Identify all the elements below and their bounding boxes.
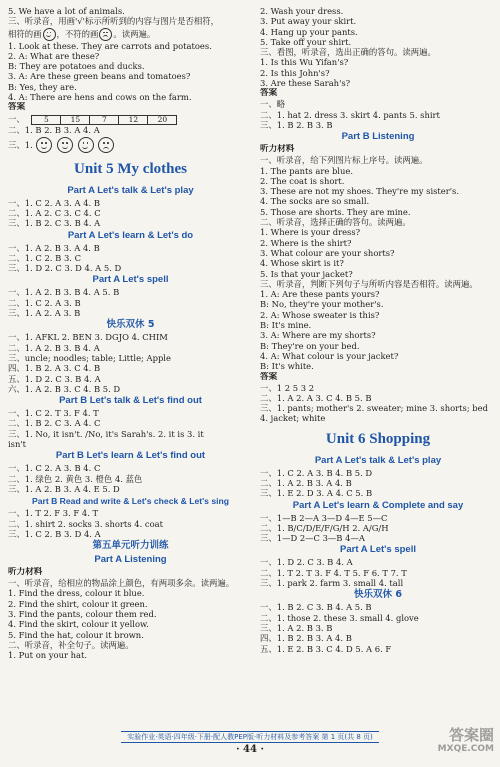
smile-face-icon bbox=[43, 28, 56, 41]
text-line: 3. Put away your skirt. bbox=[260, 16, 357, 27]
text-line: 三、听录音，用画'√'标示所听到的内容与图片是否相符， bbox=[8, 16, 219, 27]
text-line: 2. Wash your dress. bbox=[260, 6, 344, 16]
table-cell: 12 bbox=[119, 115, 148, 124]
text-line: 3. Are these Sarah's? bbox=[260, 78, 351, 89]
answer-line: 六、1. A 2. B 3. C 4. B 5. D bbox=[8, 383, 121, 394]
listening-material-label: 听力材料 bbox=[8, 567, 43, 578]
answer-line: 三、1. pants; mother's 2. sweater; mine 3. shorts; bed bbox=[260, 403, 488, 414]
listening-line: B: They're on your bed. bbox=[260, 340, 360, 351]
listening-line: 二、听录音，选择正确的答句。读两遍。 bbox=[260, 217, 411, 228]
right-column bbox=[260, 6, 496, 654]
answer-line: 三、1. park 2. farm 3. small 4. tall bbox=[260, 578, 404, 589]
text-line: 1. Is this Wu Yifan's? bbox=[260, 57, 349, 68]
answer-line: 三、1. No, it isn't. /No, it's Sarah's. 2. it is 3. it bbox=[8, 428, 204, 439]
answer-line: 一、1. B 2. C 3. B 4. A 5. B bbox=[260, 602, 372, 613]
unit-5-title: Unit 5 My clothes bbox=[74, 160, 187, 177]
smile-face-icon bbox=[78, 137, 94, 153]
listening-line: 2. Where is the shirt? bbox=[260, 237, 352, 248]
text-line: 5. We have a lot of animals. bbox=[8, 6, 125, 16]
answer-line: 4. jacket; white bbox=[260, 413, 326, 424]
footer-text: 实验作业·英语·四年级·下册·配人教PEP版·听力材料及参考答案 第 1 页(共 8 页) bbox=[121, 731, 379, 743]
table-cell: 7 bbox=[90, 115, 119, 124]
text-line: 2. A: What are these? bbox=[8, 50, 100, 61]
section-header: Part A Listening bbox=[94, 554, 167, 566]
answer-line: 一、1. C 2. A 3. B 4. C bbox=[8, 463, 101, 474]
section-header: Part A Let's learn & Complete and say bbox=[292, 499, 464, 511]
listening-material-label: 听力材料 bbox=[260, 144, 295, 155]
listening-line: 2. A: Whose sweater is this? bbox=[260, 309, 380, 320]
listening-line: 5. Is that your jacket? bbox=[260, 268, 353, 279]
section-header: 快乐双休 5 bbox=[106, 319, 155, 331]
text-line: 4. A: There are hens and cows on the farm. bbox=[8, 92, 192, 103]
listening-line: 3. What colour are your shorts? bbox=[260, 247, 395, 258]
section-header: Part A Let's learn & Let's do bbox=[67, 229, 194, 241]
text-line: B: They are potatoes and ducks. bbox=[8, 61, 145, 72]
listening-line: 2. The coat is short. bbox=[260, 175, 345, 186]
answer-line: isn't bbox=[8, 439, 27, 450]
unit-6-title: Unit 6 Shopping bbox=[325, 430, 431, 447]
watermark-logo bbox=[434, 726, 494, 762]
smile-face-icon bbox=[36, 137, 52, 153]
listening-line: B: No, they're your mother's. bbox=[260, 299, 384, 310]
watermark-url: MXQE.COM bbox=[437, 744, 494, 754]
answer-line: 一、1—B 2—A 3—D 4—E 5—C bbox=[260, 512, 388, 523]
answer-line: 二、1. shirt 2. socks 3. shorts 4. coat bbox=[8, 518, 163, 529]
section-header: Part A Let's talk & Let's play bbox=[314, 454, 442, 466]
answer-line: 二、1. hat 2. dress 3. skirt 4. pants 5. shirt bbox=[260, 109, 440, 120]
answer-line: 一、1. D 2. C 3. B 4. A bbox=[260, 557, 353, 568]
answer-line: 三、1. D 2. C 3. D 4. A 5. D bbox=[8, 263, 122, 274]
answer-line: 二、1. T 2. T 3. F 4. T 5. F 6. T 7. T bbox=[260, 567, 407, 578]
table-cell: 20 bbox=[148, 115, 177, 124]
listening-line: 二、听录音，补全句子。读两遍。 bbox=[8, 639, 134, 650]
listening-line: 5. Find the hat, colour it brown. bbox=[8, 629, 144, 640]
answer-line: 一、1. A 2. B 3. A 4. B bbox=[8, 242, 100, 253]
listening-line: 1. Where is your dress? bbox=[260, 227, 361, 238]
answer-line: 三、1. A 2. B 3. B bbox=[260, 622, 333, 633]
text-line: 二、1. B 2. B 3. A 4. A bbox=[8, 125, 100, 136]
text-line: 3. A: Are these green beans and tomatoes? bbox=[8, 71, 191, 82]
answer-line: 二、1. C 2. B 3. C bbox=[8, 252, 82, 263]
text-line: 2. Is this John's? bbox=[260, 67, 330, 78]
text-line: 1. Look at these. They are carrots and potatoes. bbox=[8, 40, 212, 51]
answer-line: 一、1. A 2. B 3. B 4. A 5. B bbox=[8, 287, 120, 298]
answers-label: 答案 bbox=[260, 371, 278, 382]
text-line: 三、看图，听录音，选出正确的答句。读两遍。 bbox=[260, 47, 436, 58]
answer-line: 一、1. C 2. A 3. A 4. B bbox=[8, 197, 101, 208]
answer-line: 四、1. B 2. A 3. C 4. B bbox=[8, 363, 101, 374]
answer-line: 二、1. A 2. C 3. C 4. C bbox=[8, 207, 101, 218]
listening-line: B: It's white. bbox=[260, 361, 314, 372]
listening-line: 1. Put on your hat. bbox=[8, 650, 88, 661]
section-header: Part B Let's talk & Let's find out bbox=[59, 395, 202, 407]
answer-line: 三、1—D 2—C 3—B 4—A bbox=[260, 533, 365, 544]
listening-line: 3. Find the pants, colour them red. bbox=[8, 608, 157, 619]
watermark-text: 答案圈 bbox=[448, 726, 494, 744]
listening-line: 4. Whose skirt is it? bbox=[260, 258, 344, 269]
answer-line: 三、1. B 2. C 3. B 4. A bbox=[8, 218, 101, 229]
answer-line: 二、1. 绿色 2. 黄色 3. 橙色 4. 蓝色 bbox=[8, 473, 143, 484]
page-number: · 44 · bbox=[236, 744, 264, 755]
faces-answer-row: 三、1. bbox=[8, 136, 253, 154]
listening-line: 1. A: Are these pants yours? bbox=[260, 289, 380, 300]
answer-line: 二、1. B 2. C 3. A 4. C bbox=[8, 418, 101, 429]
listening-line: 4. Find the skirt, colour it yellow. bbox=[8, 619, 149, 630]
table-cell: 5 bbox=[32, 115, 61, 124]
listening-line: 一、听录音，给下列图片标上序号。读两遍。 bbox=[260, 155, 428, 166]
listening-line: 5. Those are shorts. They are mine. bbox=[260, 206, 411, 217]
text-line: B: Yes, they are. bbox=[8, 81, 77, 92]
sad-face-icon bbox=[98, 137, 114, 153]
answer-line: 一、1. C 2. T 3. F 4. T bbox=[8, 408, 99, 419]
section-header: Part B Read and write & Let's check & Let's sing bbox=[31, 496, 230, 507]
listening-line: 4. A: What colour is your jacket? bbox=[260, 350, 399, 361]
listening-line: 3. These are not my shoes. They're my sister's. bbox=[260, 186, 460, 197]
answer-line: 三、1. E 2. D 3. A 4. C 5. B bbox=[260, 488, 373, 499]
answer-line: 五、1. E 2. B 3. C 4. D 5. A 6. F bbox=[260, 643, 392, 654]
smile-face-icon bbox=[57, 137, 73, 153]
listening-line: 一、听录音，给相应的物品涂上颜色，有两项多余。读两遍。 bbox=[8, 578, 235, 589]
page-footer bbox=[0, 731, 500, 743]
section-header: 快乐双休 6 bbox=[354, 589, 402, 601]
answers-label: 答案 bbox=[260, 88, 278, 99]
answer-line: 一、略 bbox=[260, 99, 286, 110]
text-line: 5. Take off your shirt. bbox=[260, 36, 352, 47]
listening-line: 4. The socks are so small. bbox=[260, 196, 370, 207]
answer-line: 一、1 2 5 3 2 bbox=[260, 382, 315, 393]
answer-line: 二、1. A 2. B 3. A 4. B bbox=[260, 477, 352, 488]
answer-line: 一、1. AFKL 2. BEN 3. DGJO 4. CHIM bbox=[8, 332, 168, 343]
section-header: Part B Let's learn & Let's find out bbox=[55, 450, 206, 462]
section-header: Part A Let's talk & Let's play bbox=[67, 184, 194, 196]
answer-line: 五、1. D 2. C 3. B 4. A bbox=[8, 373, 101, 384]
section-header: Part A Let's spell bbox=[340, 544, 416, 556]
answer-line: 二、1. A 2. A 3. C 4. B 5. B bbox=[260, 392, 372, 403]
answer-line: 四、1. B 2. B 3. A 4. B bbox=[260, 633, 352, 644]
section-header: Part A Let's spell bbox=[92, 274, 169, 286]
text-line: 4. Hang up your pants. bbox=[260, 26, 358, 37]
sad-face-icon bbox=[99, 28, 112, 41]
answer-line: 二、1. B/C/D/E/F/G/H 2. A/G/H bbox=[260, 522, 389, 533]
listening-line: 1. Find the dress, colour it blue. bbox=[8, 588, 145, 599]
answer-line: 二、1. C 2. A 3. B bbox=[8, 297, 81, 308]
answer-line: 三、1. A 2. A 3. B bbox=[8, 308, 81, 319]
table-cell: 15 bbox=[61, 115, 90, 124]
faces-instruction: 相符的画 ，不符的画 。读两遍。 bbox=[8, 28, 156, 39]
answer-line: 三、uncle; noodles; table; Little; Apple bbox=[8, 352, 171, 363]
number-table bbox=[31, 115, 177, 125]
answer-line: 三、1. C 2. B 3. D 4. A bbox=[8, 528, 101, 539]
section-header: 第五单元听力训练 bbox=[92, 540, 169, 552]
answer-line: 二、1. A 2. B 3. B 4. A bbox=[8, 342, 100, 353]
answer-line: 三、1. A 2. B 3. A 4. E 5. D bbox=[8, 483, 120, 494]
listening-line: 三、听录音，判断下列句子与所听内容是否相符。读两遍。 bbox=[260, 278, 478, 289]
answer-line: 一、1. T 2. F 3. F 4. T bbox=[8, 508, 99, 519]
listening-line: 2. Find the shirt, colour it green. bbox=[8, 598, 148, 609]
left-column bbox=[8, 6, 253, 660]
listening-line: B: It's mine. bbox=[260, 320, 312, 331]
answer-line: 一、1. C 2. A 3. B 4. B 5. D bbox=[260, 467, 373, 478]
answer-line: 二、1. those 2. these 3. small 4. glove bbox=[260, 612, 419, 623]
listening-line: 1. The pants are blue. bbox=[260, 165, 353, 176]
listening-line: 3. A: Where are my shorts? bbox=[260, 330, 376, 341]
section-header: Part B Listening bbox=[341, 131, 415, 143]
answer-line: 三、1. B 2. B 3. B bbox=[260, 119, 333, 130]
number-table-row: 一、 5 15 7 12 20 bbox=[8, 113, 253, 125]
answers-label: 答案 bbox=[8, 102, 26, 113]
